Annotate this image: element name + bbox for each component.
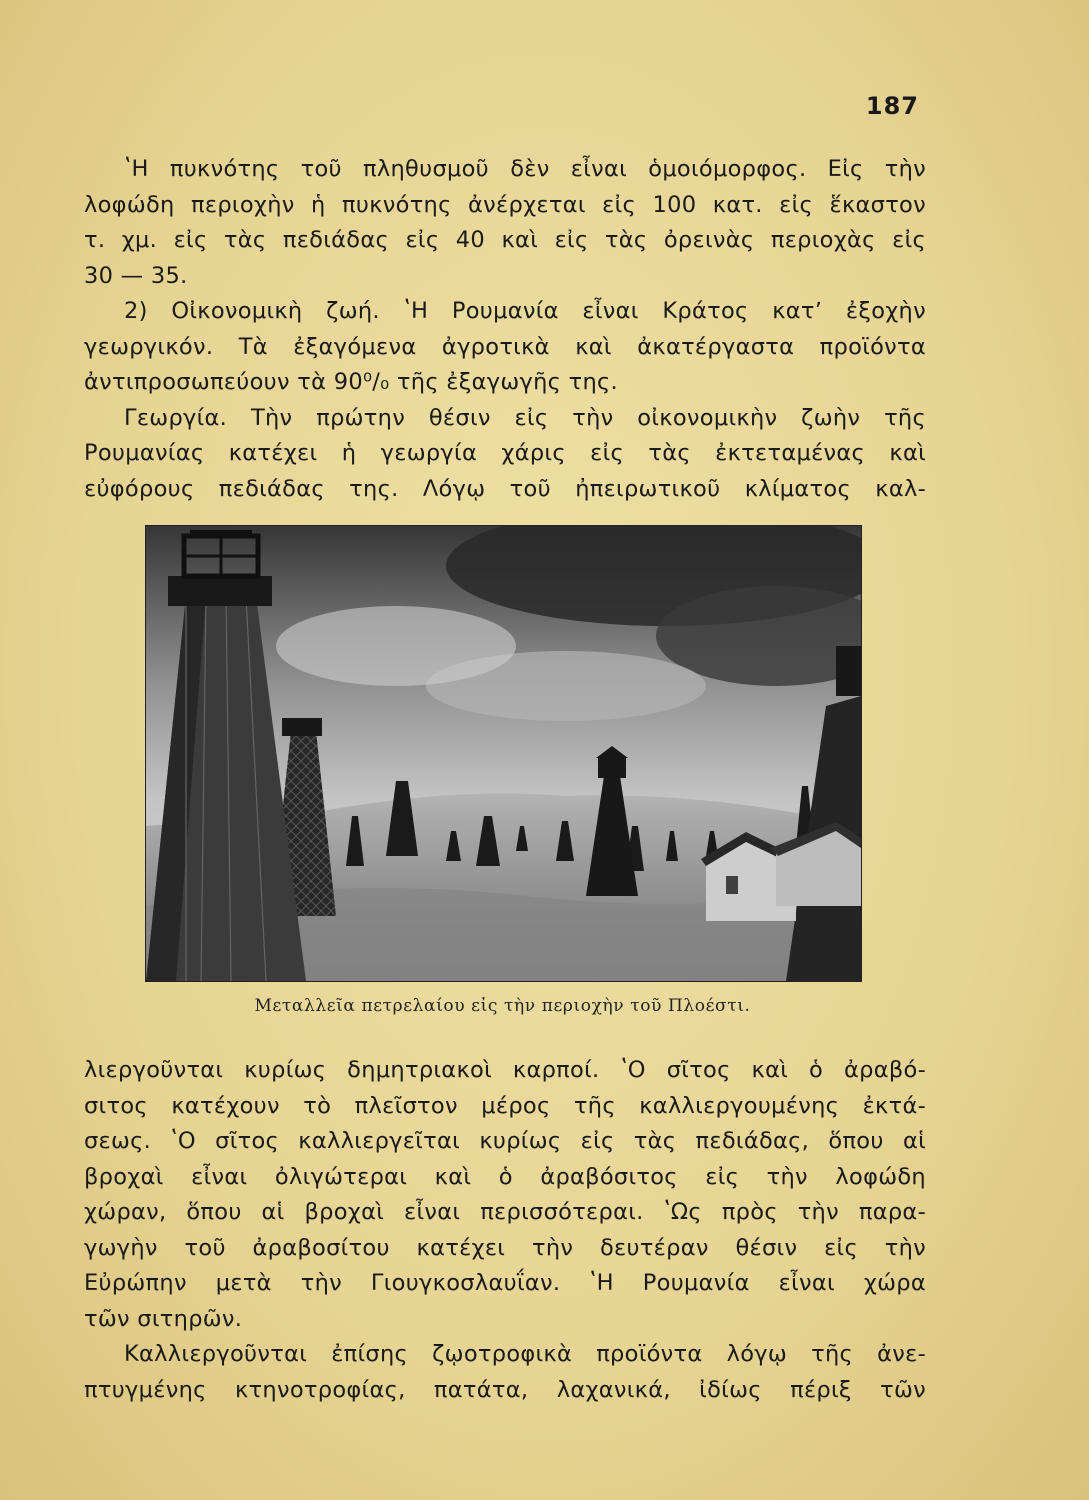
top-text-block: [84, 152, 926, 507]
text-line: 30 — 35.: [84, 262, 188, 289]
page-number: 187: [865, 92, 919, 120]
text-line: βροχαὶ εἶναι ὀλιγώτεραι καὶ ὁ ἀραβόσιτος εἰς τὴν λοφώδη: [84, 1163, 926, 1190]
text-line: γωγὴν τοῦ ἀραβοσίτου κατέχει τὴν δευτέραν θέσιν εἰς τὴν: [84, 1234, 926, 1261]
photo-caption: Μεταλλεῖα πετρελαίου εἰς τὴν περιοχὴν τοῦ Πλοέστι.: [254, 996, 751, 1016]
text-line: τῶν σιτηρῶν.: [84, 1305, 243, 1332]
oil-derricks-photo: [145, 525, 862, 982]
text-line: Γεωργία. Τὴν πρώτην θέσιν εἰς τὴν οἰκονομικὴν ζωὴν τῆς: [124, 404, 926, 431]
text-line: σεως. ʽΟ σῖτος καλλιεργεῖται κυρίως εἰς τὰς πεδιάδας, ὅπου αἱ: [84, 1128, 926, 1154]
text-line: πτυγμένης κτηνοτροφίας, πατάτα, λαχανικά, ἰδίως πέριξ τῶν: [84, 1376, 926, 1403]
bottom-text-block: [84, 1053, 926, 1408]
text-line: χώραν, ὅπου αἱ βροχαὶ εἶναι περισσότεραι. ʽΩς πρὸς τὴν παρα-: [84, 1199, 926, 1225]
text-line: λοφώδη περιοχὴν ἡ πυκνότης ἀνέρχεται εἰς 100 κατ. εἰς ἕκαστον: [84, 191, 926, 218]
text-line: εὐφόρους πεδιάδας της. Λόγῳ τοῦ ἠπειρωτικοῦ κλίματος καλ-: [84, 475, 926, 502]
text-line: 2) Οἰκονομικὴ ζωή. ʽΗ Ρουμανία εἶναι Κράτος κατʼ ἐξοχὴν: [124, 298, 926, 324]
text-line: γεωργικόν. Τὰ ἐξαγόμενα ἀγροτικὰ καὶ ἀκατέργαστα προϊόντα: [84, 333, 926, 360]
text-line: ἀντιπροσωπεύουν τὰ 90⁰/₀ τῆς ἐξαγωγῆς της.: [84, 369, 618, 395]
text-line: Καλλιεργοῦνται ἐπίσης ζῳοτροφικὰ προϊόντα λόγῳ τῆς ἀνε-: [124, 1341, 926, 1367]
text-line: τ. χμ. εἰς τὰς πεδιάδας εἰς 40 καὶ εἰς τὰς ὀρεινὰς περιοχὰς εἰς: [84, 227, 926, 253]
text-line: ʽΗ πυκνότης τοῦ πληθυσμοῦ δὲν εἶναι ὁμοιόμορφος. Εἰς τὴν: [124, 156, 926, 182]
text-line: σιτος κατέχουν τὸ πλεῖστον μέρος τῆς καλλιεργουμένης ἐκτά-: [84, 1092, 926, 1119]
text-line: Ρουμανίας κατέχει ἡ γεωργία χάρις εἰς τὰς ἐκτεταμένας καὶ: [84, 440, 926, 466]
text-line: Εὐρώπην μετὰ τὴν Γιουγκοσλαυΐαν. ʽΗ Ρουμανία εἶναι χώρα: [84, 1270, 926, 1296]
text-line: λιεργοῦνται κυρίως δημητριακοὶ καρποί. ʽΟ σῖτος καὶ ὁ ἀραβό-: [84, 1057, 926, 1083]
